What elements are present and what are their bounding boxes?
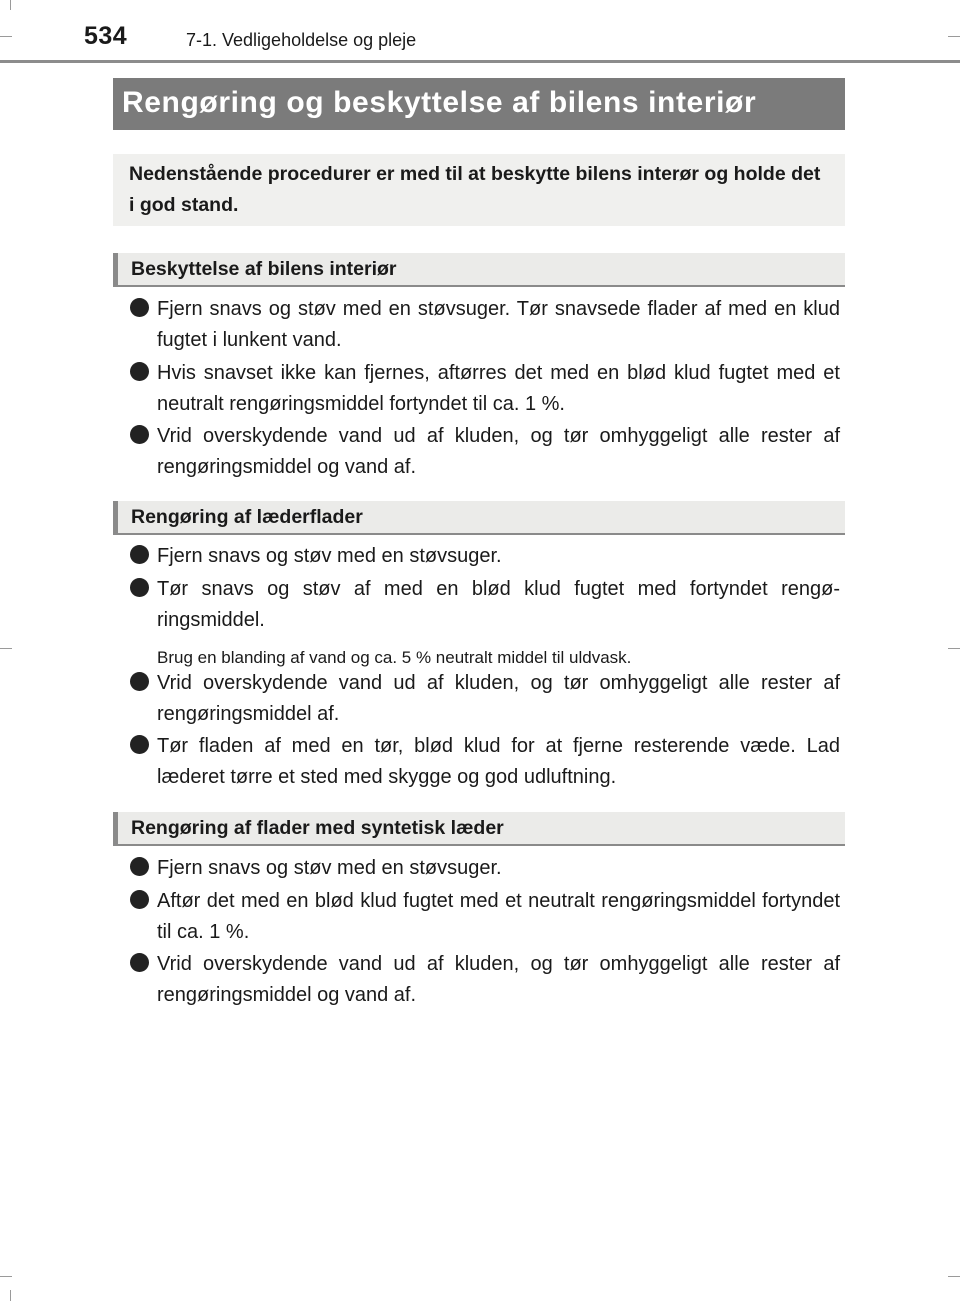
bullet-icon (130, 578, 149, 597)
bullet-icon (130, 735, 149, 754)
bullet-icon (130, 953, 149, 972)
list-item-text: Fjern snavs og støv med en støvsuger. Tør snavsede flader af med en klud fugtet i lunkent vand. (157, 298, 840, 351)
list-item (130, 421, 840, 483)
crop-mark (0, 648, 12, 649)
section-heading-leather (113, 501, 845, 535)
page-number: 534 (84, 22, 128, 50)
page-header (0, 0, 960, 64)
section-heading-interior-protection (113, 253, 845, 287)
bullet-icon (130, 545, 149, 564)
list-item (130, 949, 840, 1011)
crop-mark (948, 1276, 960, 1277)
bullet-icon (130, 298, 149, 317)
crop-mark (948, 648, 960, 649)
list-item-text: Hvis snavset ikke kan fjernes, aftørres det med en blød klud fugtet med et neutralt rengøringsmiddel fortyndet til ca. 1 %. (157, 362, 840, 415)
intro-box (113, 154, 845, 226)
list-item-text: Vrid overskydende vand ud af kluden, og tør omhyggeligt alle rester af rengøringsmiddel af. (157, 672, 840, 725)
list-item-text: Tør snavs og støv af med en blød klud fugtet med fortyndet rengø-ringsmiddel. (157, 578, 840, 631)
section-heading-text: Rengøring af flader med syntetisk læder (131, 817, 504, 839)
page-title-banner (113, 78, 845, 130)
page-title: Rengøring og beskyttelse af bilens interiør (122, 86, 757, 119)
list-item-text: Fjern snavs og støv med en støvsuger. (157, 857, 502, 879)
crop-mark (10, 1290, 11, 1301)
list-item-text: Vrid overskydende vand ud af kluden, og tør omhyggeligt alle rester af rengøringsmiddel og vand af. (157, 953, 840, 1006)
note-text: Brug en blanding af vand og ca. 5 % neutralt middel til uldvask. (157, 648, 632, 667)
list-item (130, 358, 840, 420)
chapter-title: 7-1. Vedligeholdelse og pleje (186, 30, 417, 50)
list-item (130, 853, 840, 884)
crop-mark (0, 1276, 12, 1277)
list-item (130, 294, 840, 356)
list-item (130, 541, 840, 572)
list-item-text: Aftør det med en blød klud fugtet med et neutralt rengøringsmiddel fortyndet til ca. 1 %. (157, 890, 840, 943)
list-item-text: Tør fladen af med en tør, blød klud for at fjerne resterende væde. Lad læderet tørre et sted med skygge og god udluftning. (157, 735, 840, 788)
header-divider (0, 60, 960, 63)
bullet-icon (130, 857, 149, 876)
section-heading-text: Beskyttelse af bilens interiør (131, 258, 397, 280)
bullet-icon (130, 362, 149, 381)
section-heading-synthetic-leather (113, 812, 845, 846)
section-heading-text: Rengøring af læderflader (131, 506, 363, 528)
list-item-text: Vrid overskydende vand ud af kluden, og tør omhyggeligt alle rester af rengøringsmiddel og vand af. (157, 425, 840, 478)
intro-text: Nedenstående procedurer er med til at beskytte bilens interør og holde det i god stand. (129, 163, 821, 216)
list-item-text: Fjern snavs og støv med en støvsuger. (157, 545, 502, 567)
list-item (130, 668, 840, 730)
bullet-icon (130, 890, 149, 909)
list-item (130, 574, 840, 636)
bullet-icon (130, 425, 149, 444)
list-item (130, 886, 840, 948)
bullet-icon (130, 672, 149, 691)
list-item (130, 731, 840, 793)
